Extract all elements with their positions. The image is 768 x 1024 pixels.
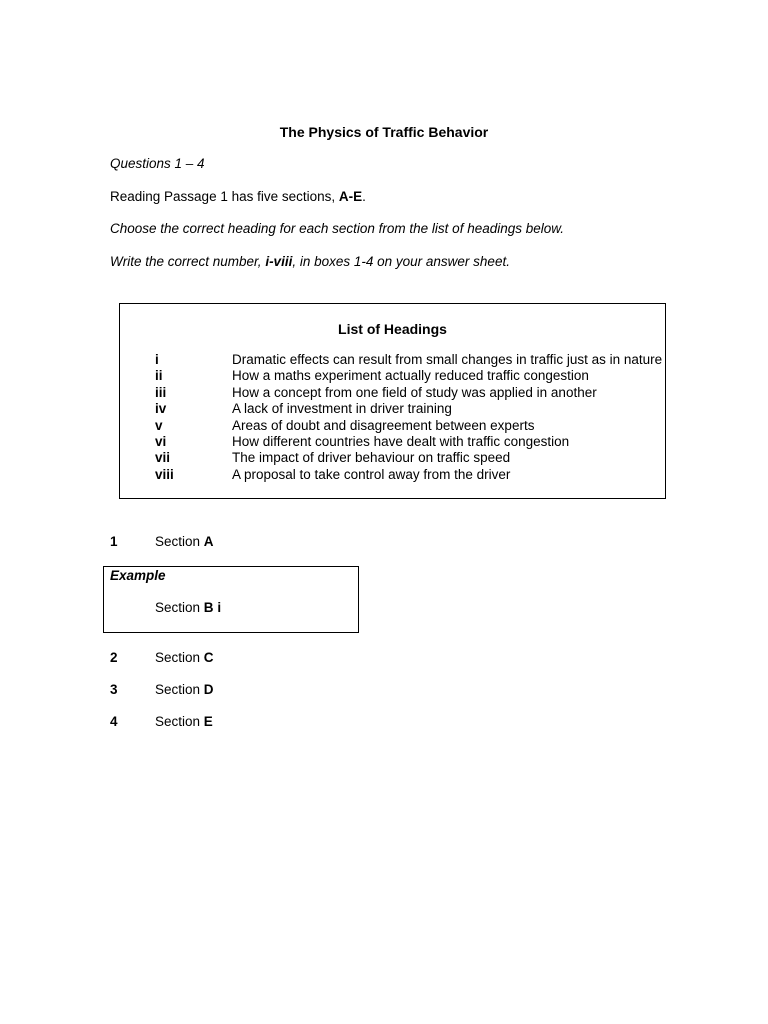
instruction-sections-range: A-E: [338, 189, 363, 204]
section-word: Section: [155, 600, 201, 615]
instruction-sections-text: Reading Passage 1 has five sections,: [110, 189, 339, 204]
list-of-headings-title: List of Headings: [338, 321, 447, 337]
section-letter: A: [203, 534, 214, 549]
heading-number: iii: [155, 385, 167, 400]
example-box: [103, 566, 359, 633]
instruction-sections: [110, 189, 366, 204]
section-letter: B: [203, 600, 214, 615]
question-item: [155, 650, 214, 665]
section-word: Section: [155, 714, 201, 729]
heading-text: Dramatic effects can result from small changes in traffic just as in nature: [232, 352, 663, 367]
instruction-write-text: Write the correct number,: [110, 254, 266, 269]
section-letter: C: [203, 650, 214, 665]
example-label: Example: [110, 568, 166, 583]
heading-text: How a concept from one field of study was applied in another: [232, 385, 597, 400]
heading-number: vii: [155, 450, 171, 465]
instruction-write: [110, 254, 510, 269]
section-letter: E: [203, 714, 213, 729]
page-title: The Physics of Traffic Behavior: [279, 124, 489, 140]
heading-text: How a maths experiment actually reduced traffic congestion: [232, 368, 589, 383]
heading-number: i: [155, 352, 159, 367]
questions-range: Questions 1 – 4: [110, 156, 205, 171]
heading-number: vi: [155, 434, 167, 449]
question-item: [155, 534, 214, 549]
heading-text: The impact of driver behaviour on traffic speed: [232, 450, 511, 465]
section-word: Section: [155, 650, 201, 665]
section-letter: D: [203, 682, 214, 697]
heading-text: Areas of doubt and disagreement between experts: [232, 418, 535, 433]
question-item: [155, 714, 213, 729]
list-of-headings-box: [119, 303, 666, 499]
instruction-write-end: , in boxes 1-4 on your answer sheet.: [292, 254, 510, 269]
question-number: 4: [110, 714, 118, 729]
heading-number: iv: [155, 401, 167, 416]
instruction-write-range: i-viii: [265, 254, 293, 269]
question-number: 2: [110, 650, 118, 665]
example-heading-number: i: [217, 600, 222, 615]
question-number: 3: [110, 682, 118, 697]
instruction-choose: Choose the correct heading for each section from the list of headings below.: [110, 221, 565, 236]
section-word: Section: [155, 682, 201, 697]
heading-text: A proposal to take control away from the driver: [232, 467, 511, 482]
heading-text: How different countries have dealt with traffic congestion: [232, 434, 570, 449]
section-word: Section: [155, 534, 201, 549]
question-number: 1: [110, 534, 118, 549]
example-answer: [155, 600, 221, 615]
heading-number: v: [155, 418, 163, 433]
heading-number: ii: [155, 368, 163, 383]
heading-text: A lack of investment in driver training: [232, 401, 452, 416]
question-item: [155, 682, 214, 697]
instruction-sections-end: .: [362, 189, 366, 204]
heading-number: viii: [155, 467, 174, 482]
